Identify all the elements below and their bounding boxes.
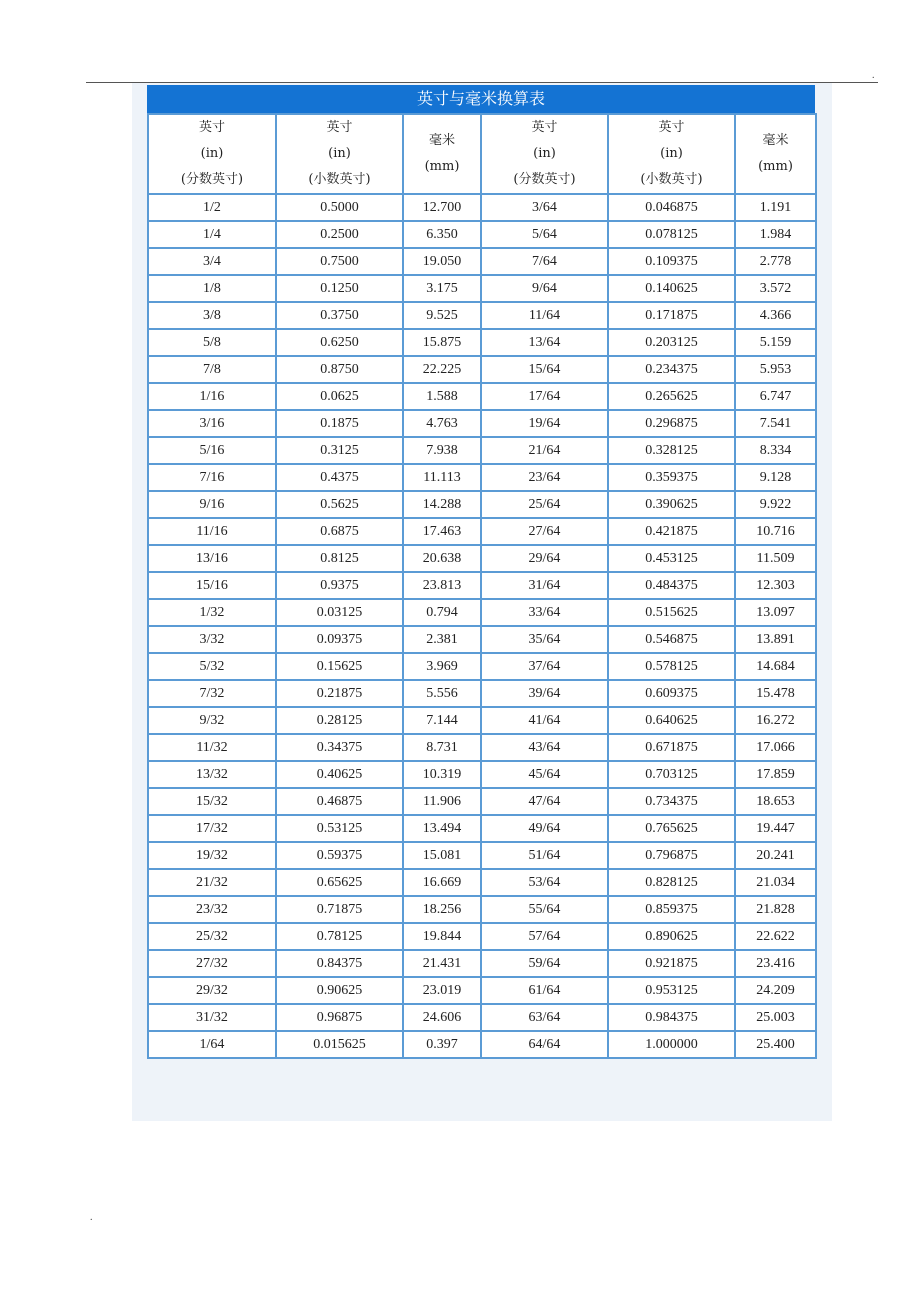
table-cell: 18.653 bbox=[735, 788, 816, 815]
table-cell: 23/32 bbox=[148, 896, 276, 923]
table-cell: 19.050 bbox=[403, 248, 481, 275]
table-cell: 12.700 bbox=[403, 194, 481, 221]
table-cell: 0.2500 bbox=[276, 221, 403, 248]
table-cell: 51/64 bbox=[481, 842, 608, 869]
table-row bbox=[148, 248, 816, 275]
table-cell: 0.71875 bbox=[276, 896, 403, 923]
table-cell: 25.400 bbox=[735, 1031, 816, 1058]
table-cell: 0.921875 bbox=[608, 950, 735, 977]
table-cell: 1.588 bbox=[403, 383, 481, 410]
table-cell: 0.6875 bbox=[276, 518, 403, 545]
table-cell: 19.844 bbox=[403, 923, 481, 950]
table-cell: 27/64 bbox=[481, 518, 608, 545]
table-cell: 0.28125 bbox=[276, 707, 403, 734]
table-cell: 13.097 bbox=[735, 599, 816, 626]
table-cell: 31/32 bbox=[148, 1004, 276, 1031]
table-row bbox=[148, 977, 816, 1004]
table-cell: 5/64 bbox=[481, 221, 608, 248]
table-cell: 57/64 bbox=[481, 923, 608, 950]
table-row bbox=[148, 761, 816, 788]
table-cell: 11.509 bbox=[735, 545, 816, 572]
table-cell: 3/8 bbox=[148, 302, 276, 329]
table-row bbox=[148, 464, 816, 491]
table-cell: 0.109375 bbox=[608, 248, 735, 275]
table-row bbox=[148, 329, 816, 356]
table-cell: 0.640625 bbox=[608, 707, 735, 734]
table-cell: 1/16 bbox=[148, 383, 276, 410]
table-cell: 0.4375 bbox=[276, 464, 403, 491]
table-body bbox=[148, 194, 816, 1058]
table-cell: 15.478 bbox=[735, 680, 816, 707]
table-cell: 0.546875 bbox=[608, 626, 735, 653]
table-cell: 11.906 bbox=[403, 788, 481, 815]
table-cell: 6.350 bbox=[403, 221, 481, 248]
table-cell: 0.8125 bbox=[276, 545, 403, 572]
table-cell: 23.019 bbox=[403, 977, 481, 1004]
table-cell: 0.046875 bbox=[608, 194, 735, 221]
table-cell: 0.265625 bbox=[608, 383, 735, 410]
table-cell: 8.731 bbox=[403, 734, 481, 761]
table-cell: 18.256 bbox=[403, 896, 481, 923]
table-row bbox=[148, 869, 816, 896]
table-row bbox=[148, 788, 816, 815]
table-cell: 22.622 bbox=[735, 923, 816, 950]
table-cell: 29/32 bbox=[148, 977, 276, 1004]
table-row bbox=[148, 410, 816, 437]
table-cell: 0.21875 bbox=[276, 680, 403, 707]
table-cell: 25/32 bbox=[148, 923, 276, 950]
footer-dot: . bbox=[90, 1212, 93, 1223]
table-cell: 0.90625 bbox=[276, 977, 403, 1004]
col-header-fraction-in: 英寸 (in) (分数英寸) bbox=[148, 114, 276, 194]
table-cell: 5/32 bbox=[148, 653, 276, 680]
table-cell: 8.334 bbox=[735, 437, 816, 464]
table-cell: 0.765625 bbox=[608, 815, 735, 842]
table-cell: 23/64 bbox=[481, 464, 608, 491]
table-cell: 0.796875 bbox=[608, 842, 735, 869]
table-cell: 0.484375 bbox=[608, 572, 735, 599]
table-cell: 1/32 bbox=[148, 599, 276, 626]
table-cell: 21/64 bbox=[481, 437, 608, 464]
table-cell: 47/64 bbox=[481, 788, 608, 815]
table-row bbox=[148, 437, 816, 464]
table-row bbox=[148, 842, 816, 869]
table-cell: 21.431 bbox=[403, 950, 481, 977]
table-cell: 9.525 bbox=[403, 302, 481, 329]
table-cell: 15/16 bbox=[148, 572, 276, 599]
table-row bbox=[148, 302, 816, 329]
table-cell: 1.984 bbox=[735, 221, 816, 248]
table-cell: 17/32 bbox=[148, 815, 276, 842]
table-cell: 17.463 bbox=[403, 518, 481, 545]
table-cell: 55/64 bbox=[481, 896, 608, 923]
table-cell: 7/64 bbox=[481, 248, 608, 275]
table-cell: 0.953125 bbox=[608, 977, 735, 1004]
table-cell: 63/64 bbox=[481, 1004, 608, 1031]
table-row bbox=[148, 1004, 816, 1031]
table-cell: 0.828125 bbox=[608, 869, 735, 896]
table-cell: 3.969 bbox=[403, 653, 481, 680]
table-cell: 3.572 bbox=[735, 275, 816, 302]
table-cell: 3.175 bbox=[403, 275, 481, 302]
table-cell: 14.684 bbox=[735, 653, 816, 680]
table-cell: 49/64 bbox=[481, 815, 608, 842]
table-cell: 13.891 bbox=[735, 626, 816, 653]
table-cell: 13/64 bbox=[481, 329, 608, 356]
table-cell: 5.556 bbox=[403, 680, 481, 707]
table-cell: 0.96875 bbox=[276, 1004, 403, 1031]
table-cell: 0.5625 bbox=[276, 491, 403, 518]
table-cell: 11/16 bbox=[148, 518, 276, 545]
table-cell: 9/16 bbox=[148, 491, 276, 518]
table-cell: 0.859375 bbox=[608, 896, 735, 923]
table-row bbox=[148, 626, 816, 653]
table-cell: 0.296875 bbox=[608, 410, 735, 437]
table-cell: 21.034 bbox=[735, 869, 816, 896]
table-row bbox=[148, 896, 816, 923]
table-cell: 59/64 bbox=[481, 950, 608, 977]
table-cell: 0.328125 bbox=[608, 437, 735, 464]
table-cell: 5/16 bbox=[148, 437, 276, 464]
table-title: 英寸与毫米换算表 bbox=[147, 85, 815, 113]
table-cell: 9/64 bbox=[481, 275, 608, 302]
table-cell: 3/4 bbox=[148, 248, 276, 275]
table-cell: 15.081 bbox=[403, 842, 481, 869]
table-cell: 0.671875 bbox=[608, 734, 735, 761]
col-header-mm: 毫米 (mm) bbox=[403, 114, 481, 194]
table-cell: 7.938 bbox=[403, 437, 481, 464]
table-row bbox=[148, 950, 816, 977]
table-cell: 1/2 bbox=[148, 194, 276, 221]
table-cell: 7/16 bbox=[148, 464, 276, 491]
table-cell: 16.669 bbox=[403, 869, 481, 896]
table-cell: 0.8750 bbox=[276, 356, 403, 383]
table-cell: 12.303 bbox=[735, 572, 816, 599]
table-cell: 7/8 bbox=[148, 356, 276, 383]
table-cell: 6.747 bbox=[735, 383, 816, 410]
col-header-fraction-in-2: 英寸 (in) (分数英寸) bbox=[481, 114, 608, 194]
table-cell: 0.453125 bbox=[608, 545, 735, 572]
table-cell: 9/32 bbox=[148, 707, 276, 734]
table-cell: 35/64 bbox=[481, 626, 608, 653]
table-cell: 0.40625 bbox=[276, 761, 403, 788]
table-cell: 1.000000 bbox=[608, 1031, 735, 1058]
table-cell: 17/64 bbox=[481, 383, 608, 410]
table-cell: 0.84375 bbox=[276, 950, 403, 977]
table-cell: 1/4 bbox=[148, 221, 276, 248]
table-row bbox=[148, 599, 816, 626]
table-cell: 1.191 bbox=[735, 194, 816, 221]
table-cell: 7.144 bbox=[403, 707, 481, 734]
table-row bbox=[148, 518, 816, 545]
table-cell: 23.416 bbox=[735, 950, 816, 977]
table-cell: 21.828 bbox=[735, 896, 816, 923]
table-cell: 0.794 bbox=[403, 599, 481, 626]
table-cell: 5/8 bbox=[148, 329, 276, 356]
table-cell: 0.1875 bbox=[276, 410, 403, 437]
table-row bbox=[148, 815, 816, 842]
table-cell: 0.703125 bbox=[608, 761, 735, 788]
table-cell: 17.066 bbox=[735, 734, 816, 761]
table-cell: 16.272 bbox=[735, 707, 816, 734]
conversion-table bbox=[147, 113, 817, 1059]
table-cell: 0.1250 bbox=[276, 275, 403, 302]
table-cell: 0.78125 bbox=[276, 923, 403, 950]
table-cell: 5.159 bbox=[735, 329, 816, 356]
table-row bbox=[148, 734, 816, 761]
table-cell: 0.609375 bbox=[608, 680, 735, 707]
table-row bbox=[148, 275, 816, 302]
header-row bbox=[148, 114, 816, 194]
table-cell: 0.3125 bbox=[276, 437, 403, 464]
table-cell: 0.015625 bbox=[276, 1031, 403, 1058]
table-row bbox=[148, 572, 816, 599]
table-cell: 0.9375 bbox=[276, 572, 403, 599]
table-cell: 41/64 bbox=[481, 707, 608, 734]
header-dot: . bbox=[872, 70, 875, 81]
table-cell: 0.15625 bbox=[276, 653, 403, 680]
table-cell: 11.113 bbox=[403, 464, 481, 491]
table-row bbox=[148, 707, 816, 734]
table-cell: 43/64 bbox=[481, 734, 608, 761]
table-cell: 0.515625 bbox=[608, 599, 735, 626]
table-cell: 11/32 bbox=[148, 734, 276, 761]
table-cell: 39/64 bbox=[481, 680, 608, 707]
table-row bbox=[148, 653, 816, 680]
table-cell: 19.447 bbox=[735, 815, 816, 842]
table-cell: 19/32 bbox=[148, 842, 276, 869]
table-cell: 0.578125 bbox=[608, 653, 735, 680]
table-cell: 13/16 bbox=[148, 545, 276, 572]
table-cell: 31/64 bbox=[481, 572, 608, 599]
table-cell: 10.319 bbox=[403, 761, 481, 788]
table-cell: 24.209 bbox=[735, 977, 816, 1004]
table-cell: 0.34375 bbox=[276, 734, 403, 761]
table-cell: 15/64 bbox=[481, 356, 608, 383]
table-cell: 4.366 bbox=[735, 302, 816, 329]
table-header bbox=[148, 114, 816, 194]
table-row bbox=[148, 194, 816, 221]
table-cell: 0.390625 bbox=[608, 491, 735, 518]
table-cell: 0.09375 bbox=[276, 626, 403, 653]
table-cell: 64/64 bbox=[481, 1031, 608, 1058]
table-cell: 0.397 bbox=[403, 1031, 481, 1058]
table-cell: 13.494 bbox=[403, 815, 481, 842]
table-cell: 3/64 bbox=[481, 194, 608, 221]
table-cell: 0.234375 bbox=[608, 356, 735, 383]
table-cell: 33/64 bbox=[481, 599, 608, 626]
table-row bbox=[148, 383, 816, 410]
table-cell: 25/64 bbox=[481, 491, 608, 518]
table-cell: 0.890625 bbox=[608, 923, 735, 950]
table-cell: 15/32 bbox=[148, 788, 276, 815]
table-cell: 9.128 bbox=[735, 464, 816, 491]
table-cell: 0.53125 bbox=[276, 815, 403, 842]
table-cell: 9.922 bbox=[735, 491, 816, 518]
table-cell: 0.984375 bbox=[608, 1004, 735, 1031]
table-cell: 24.606 bbox=[403, 1004, 481, 1031]
table-cell: 0.203125 bbox=[608, 329, 735, 356]
table-row bbox=[148, 491, 816, 518]
table-cell: 61/64 bbox=[481, 977, 608, 1004]
table-cell: 0.59375 bbox=[276, 842, 403, 869]
table-cell: 0.3750 bbox=[276, 302, 403, 329]
table-row bbox=[148, 680, 816, 707]
table-cell: 10.716 bbox=[735, 518, 816, 545]
table-cell: 0.46875 bbox=[276, 788, 403, 815]
table-row bbox=[148, 545, 816, 572]
table-cell: 1/64 bbox=[148, 1031, 276, 1058]
table-cell: 3/16 bbox=[148, 410, 276, 437]
table-cell: 0.7500 bbox=[276, 248, 403, 275]
table-cell: 14.288 bbox=[403, 491, 481, 518]
table-cell: 20.241 bbox=[735, 842, 816, 869]
table-cell: 0.6250 bbox=[276, 329, 403, 356]
table-cell: 2.778 bbox=[735, 248, 816, 275]
table-cell: 27/32 bbox=[148, 950, 276, 977]
table-cell: 2.381 bbox=[403, 626, 481, 653]
table-cell: 4.763 bbox=[403, 410, 481, 437]
table-cell: 23.813 bbox=[403, 572, 481, 599]
table-cell: 0.359375 bbox=[608, 464, 735, 491]
col-header-decimal-in: 英寸 (in) (小数英寸) bbox=[276, 114, 403, 194]
table-cell: 1/8 bbox=[148, 275, 276, 302]
table-cell: 29/64 bbox=[481, 545, 608, 572]
table-row bbox=[148, 221, 816, 248]
table-cell: 25.003 bbox=[735, 1004, 816, 1031]
table-cell: 0.65625 bbox=[276, 869, 403, 896]
table-cell: 13/32 bbox=[148, 761, 276, 788]
table-cell: 0.171875 bbox=[608, 302, 735, 329]
table-cell: 0.0625 bbox=[276, 383, 403, 410]
table-cell: 5.953 bbox=[735, 356, 816, 383]
table-cell: 3/32 bbox=[148, 626, 276, 653]
table-cell: 7/32 bbox=[148, 680, 276, 707]
col-header-decimal-in-2: 英寸 (in) (小数英寸) bbox=[608, 114, 735, 194]
table-cell: 53/64 bbox=[481, 869, 608, 896]
table-cell: 17.859 bbox=[735, 761, 816, 788]
table-cell: 22.225 bbox=[403, 356, 481, 383]
table-cell: 0.421875 bbox=[608, 518, 735, 545]
table-cell: 0.734375 bbox=[608, 788, 735, 815]
table-row bbox=[148, 923, 816, 950]
table-cell: 20.638 bbox=[403, 545, 481, 572]
table-cell: 0.03125 bbox=[276, 599, 403, 626]
col-header-mm-2: 毫米 (mm) bbox=[735, 114, 816, 194]
table-cell: 19/64 bbox=[481, 410, 608, 437]
table-cell: 15.875 bbox=[403, 329, 481, 356]
table-cell: 21/32 bbox=[148, 869, 276, 896]
table-cell: 45/64 bbox=[481, 761, 608, 788]
table-cell: 0.140625 bbox=[608, 275, 735, 302]
table-cell: 0.078125 bbox=[608, 221, 735, 248]
table-cell: 11/64 bbox=[481, 302, 608, 329]
table-cell: 7.541 bbox=[735, 410, 816, 437]
table-cell: 37/64 bbox=[481, 653, 608, 680]
table-cell: 0.5000 bbox=[276, 194, 403, 221]
table-row bbox=[148, 1031, 816, 1058]
table-row bbox=[148, 356, 816, 383]
